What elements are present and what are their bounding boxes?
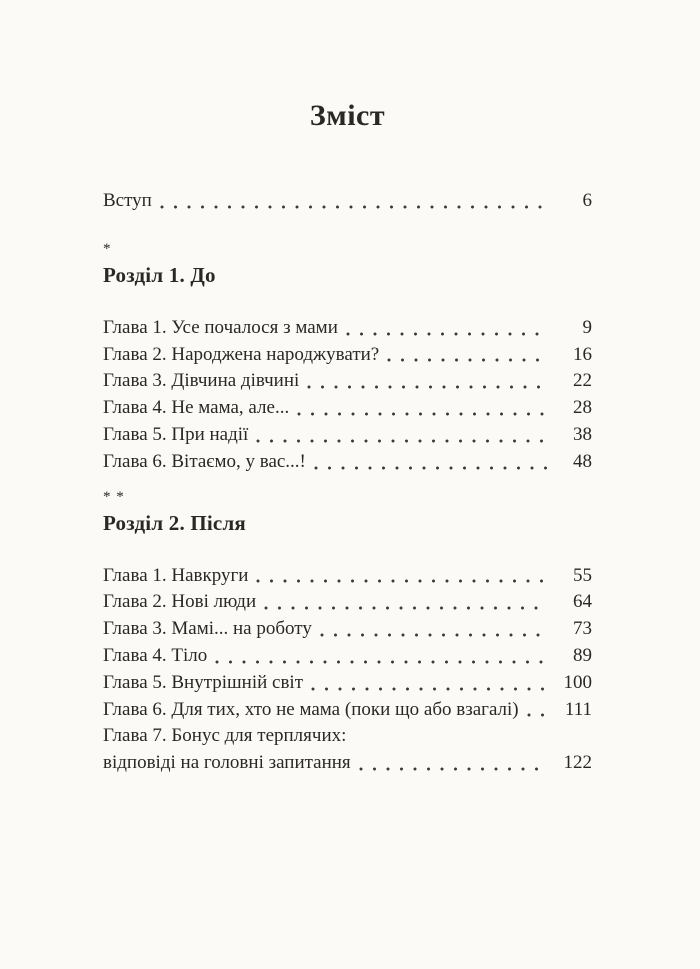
- toc-entry-label: Глава 4. Не мама, але...: [103, 397, 290, 419]
- toc-entry-page: 28: [573, 397, 592, 419]
- dot-leader: [256, 422, 548, 449]
- toc-entry-label: Глава 6. Вітаємо, у вас...!: [103, 450, 306, 472]
- section-heading: Розділ 1. До: [103, 262, 216, 287]
- toc-entry-page: 22: [573, 370, 592, 392]
- toc-entry-label: Глава 3. Дівчина дівчині: [103, 370, 300, 392]
- toc-sections: [103, 241, 592, 777]
- section-heading: Розділ 2. Після: [103, 510, 246, 535]
- dot-leader: [387, 342, 548, 369]
- toc-entry-label: Глава 2. Нові люди: [103, 591, 257, 613]
- section-marker: * *: [103, 488, 125, 505]
- toc-entry-label: Глава 1. Усе почалося з мами: [103, 316, 338, 338]
- dot-leader: [307, 368, 548, 395]
- toc-entry: [103, 723, 592, 750]
- toc-entry: [103, 589, 592, 616]
- toc-entry-page: 48: [573, 450, 592, 472]
- dot-leader: [314, 449, 548, 476]
- toc-entry-page: 16: [573, 343, 592, 365]
- toc-entry-page: 55: [573, 564, 592, 586]
- toc-entry: [103, 395, 592, 422]
- dot-leader: [297, 395, 548, 422]
- toc-entry-label: Вступ: [103, 190, 152, 211]
- toc-section: [103, 489, 592, 777]
- toc-entry-label: Глава 2. Народжена народжувати?: [103, 343, 380, 365]
- section-marker: *: [103, 240, 112, 257]
- toc-entry-page: 122: [563, 752, 592, 774]
- toc-entry: [103, 315, 592, 342]
- toc-entry-page: 89: [573, 644, 592, 666]
- toc-entry: [103, 563, 592, 590]
- dot-leader: [320, 616, 548, 643]
- toc-entry: [103, 643, 592, 670]
- toc-entry: [103, 368, 592, 395]
- toc-entry-label: Глава 5. При надії: [103, 423, 249, 445]
- toc-entry-label: Глава 6. Для тих, хто не мама (поки що або взагалі): [103, 698, 519, 720]
- toc-entry: [103, 670, 592, 697]
- toc-entry-page: 73: [573, 618, 592, 640]
- toc-entry-page: 9: [582, 316, 592, 338]
- dot-leader: [359, 750, 548, 777]
- dot-leader: [527, 697, 548, 724]
- toc-entry-label: Глава 5. Внутрішній світ: [103, 671, 304, 693]
- section-entries: [103, 563, 592, 777]
- toc-entry-page: 100: [563, 671, 592, 693]
- dot-leader: [215, 643, 548, 670]
- dot-leader: [160, 188, 548, 215]
- toc-entry-page: 111: [564, 698, 592, 720]
- toc-entry-intro: [103, 188, 592, 215]
- page-title: Зміст: [309, 99, 386, 132]
- dot-leader: [311, 670, 548, 697]
- section-entries: [103, 315, 592, 476]
- toc-entry: [103, 449, 592, 476]
- toc-entry-label: Глава 4. Тіло: [103, 644, 208, 666]
- toc-entry-label: Глава 1. Навкруги: [103, 564, 249, 586]
- toc-entry-label: Глава 3. Мамі... на роботу: [103, 618, 312, 640]
- toc-entry: [103, 616, 592, 643]
- dot-leader: [264, 589, 548, 616]
- toc-entry-label: Глава 7. Бонус для терплячих:: [103, 725, 347, 747]
- dot-leader: [346, 315, 548, 342]
- toc-entry: [103, 697, 592, 724]
- toc-entry-page: 38: [573, 423, 592, 445]
- toc-entry-page: 6: [582, 190, 592, 211]
- toc-section: [103, 241, 592, 476]
- toc-entry: [103, 750, 592, 777]
- toc-entry-page: 64: [573, 591, 592, 613]
- toc-entry: [103, 342, 592, 369]
- toc-entry: [103, 422, 592, 449]
- dot-leader: [256, 563, 548, 590]
- toc-entry-label: відповіді на головні запитання: [103, 752, 351, 774]
